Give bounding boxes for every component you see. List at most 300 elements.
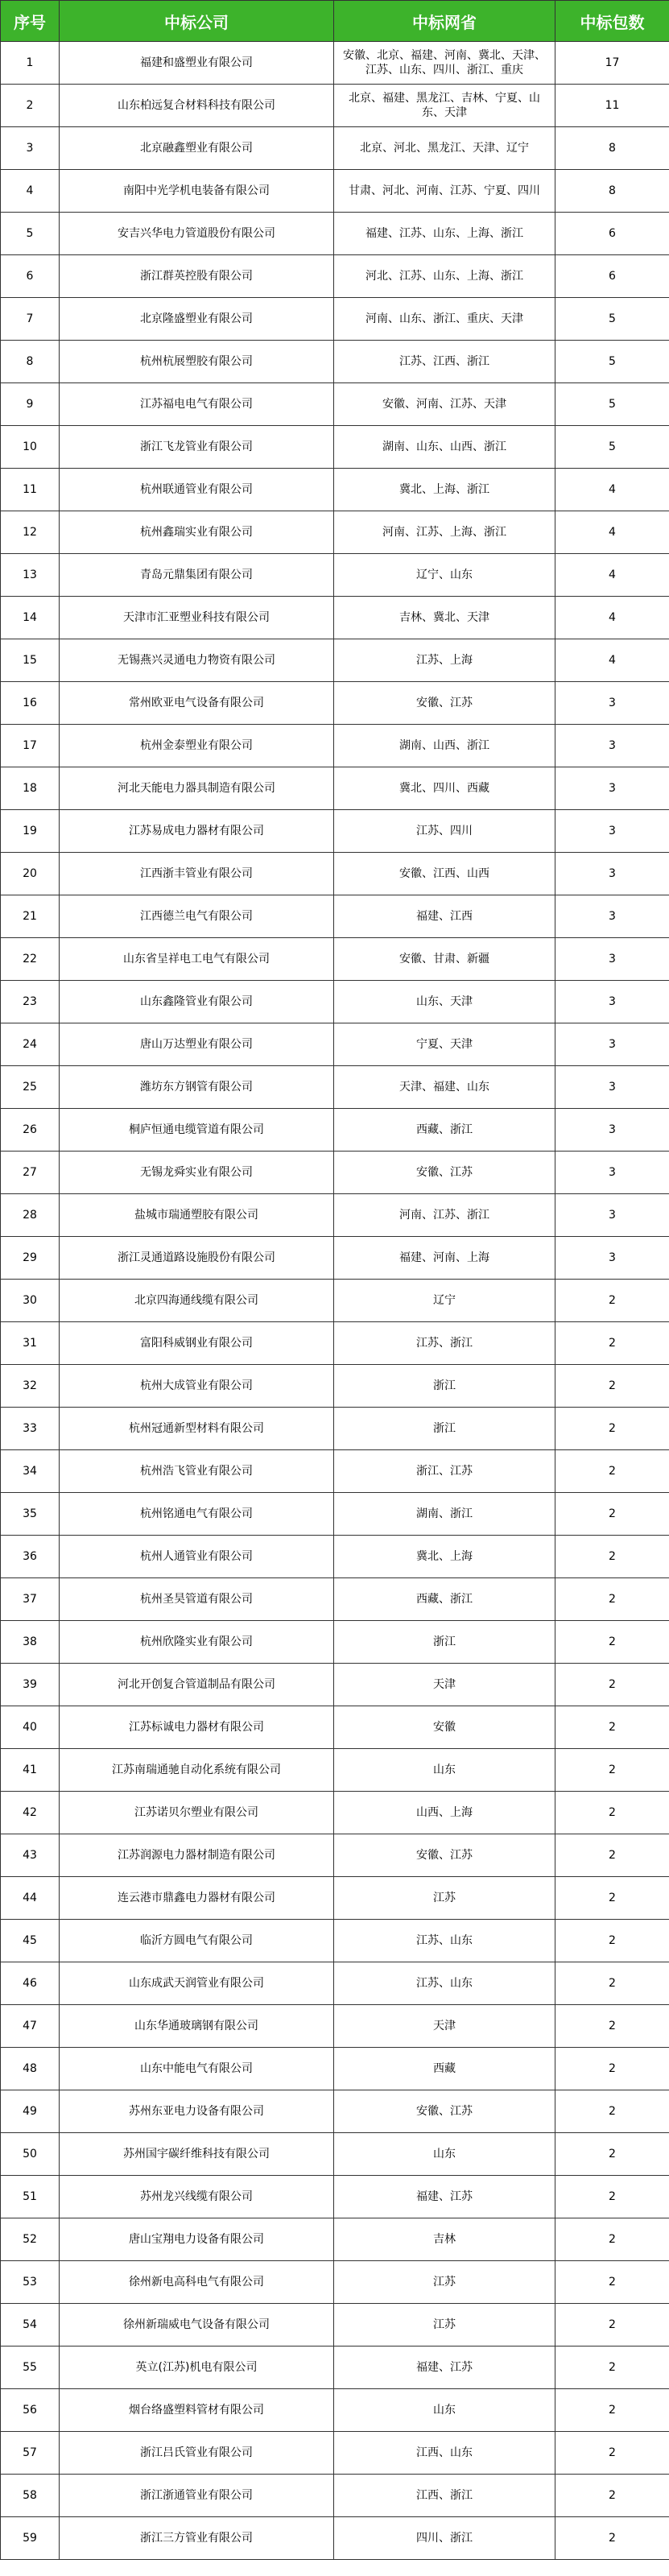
table-row [1,1834,669,1877]
company-cell: 北京融鑫塑业有限公司 [60,127,334,170]
table-row [1,1023,669,1066]
company-cell: 杭州人通管业有限公司 [60,1536,334,1578]
province-cell: 安徽、江西、山西 [334,853,555,895]
company-cell: 唐山万达塑业有限公司 [60,1023,334,1066]
table-row [1,2133,669,2176]
packages-cell: 2 [555,1706,669,1749]
company-cell: 徐州新电高科电气有限公司 [60,2261,334,2304]
province-cell: 安徽、江苏 [334,682,555,725]
seq-cell: 4 [1,170,60,213]
company-cell: 安吉兴华电力管道股份有限公司 [60,213,334,255]
company-cell: 英立(江苏)机电有限公司 [60,2347,334,2389]
table-row [1,85,669,127]
province-cell: 江苏 [334,2304,555,2347]
table-row [1,1578,669,1621]
seq-cell: 58 [1,2475,60,2517]
province-cell: 江苏、上海 [334,639,555,682]
packages-cell: 2 [555,1749,669,1792]
seq-cell: 32 [1,1365,60,1408]
packages-cell: 4 [555,511,669,554]
seq-cell: 29 [1,1237,60,1280]
seq-cell: 28 [1,1194,60,1237]
company-cell: 山东中能电气有限公司 [60,2048,334,2090]
company-cell: 杭州欣隆实业有限公司 [60,1621,334,1664]
packages-cell: 2 [555,2475,669,2517]
province-cell: 福建、河南、上海 [334,1237,555,1280]
packages-cell: 3 [555,1109,669,1152]
seq-cell: 48 [1,2048,60,2090]
province-cell: 安徽、北京、福建、河南、冀北、天津、江苏、山东、四川、浙江、重庆 [334,42,555,85]
seq-cell: 36 [1,1536,60,1578]
seq-cell: 16 [1,682,60,725]
province-cell: 河南、江苏、浙江 [334,1194,555,1237]
packages-cell: 2 [555,1962,669,2005]
seq-cell: 14 [1,597,60,639]
table-row [1,2389,669,2432]
province-cell: 冀北、四川、西藏 [334,767,555,810]
table-row [1,981,669,1023]
company-cell: 杭州杭展塑胶有限公司 [60,341,334,383]
packages-cell: 2 [555,2090,669,2133]
seq-cell: 51 [1,2176,60,2218]
province-cell: 浙江、江苏 [334,1450,555,1493]
company-cell: 杭州圣昊管道有限公司 [60,1578,334,1621]
table-row [1,2090,669,2133]
company-cell: 杭州联通管业有限公司 [60,469,334,511]
table-row [1,2005,669,2048]
province-cell: 冀北、上海、浙江 [334,469,555,511]
seq-cell: 33 [1,1408,60,1450]
province-cell: 浙江 [334,1365,555,1408]
table-row [1,2475,669,2517]
table-row [1,2261,669,2304]
province-cell: 江苏、山东 [334,1920,555,1962]
packages-cell: 4 [555,639,669,682]
province-cell: 浙江 [334,1621,555,1664]
table-row [1,2304,669,2347]
packages-cell: 2 [555,1322,669,1365]
table-row [1,2432,669,2475]
company-cell: 常州欧亚电气设备有限公司 [60,682,334,725]
province-cell: 河南、山东、浙江、重庆、天津 [334,298,555,341]
province-cell: 江西、山东 [334,2432,555,2475]
table-row [1,810,669,853]
province-cell: 辽宁 [334,1280,555,1322]
table-row [1,426,669,469]
seq-cell: 53 [1,2261,60,2304]
packages-cell: 6 [555,213,669,255]
packages-cell: 2 [555,1664,669,1706]
company-cell: 江苏易成电力器材有限公司 [60,810,334,853]
seq-cell: 30 [1,1280,60,1322]
table-row [1,383,669,426]
table-row [1,1109,669,1152]
company-cell: 唐山宝翔电力设备有限公司 [60,2218,334,2261]
province-cell: 辽宁、山东 [334,554,555,597]
seq-cell: 59 [1,2517,60,2560]
province-cell: 甘肃、河北、河南、江苏、宁夏、四川 [334,170,555,213]
table-row [1,1962,669,2005]
packages-cell: 2 [555,1536,669,1578]
seq-cell: 3 [1,127,60,170]
packages-cell: 3 [555,1152,669,1194]
seq-cell: 49 [1,2090,60,2133]
province-cell: 福建、江西 [334,895,555,938]
packages-cell: 4 [555,597,669,639]
company-cell: 河北天能电力器具制造有限公司 [60,767,334,810]
seq-cell: 13 [1,554,60,597]
table-row [1,1621,669,1664]
company-cell: 浙江浙通管业有限公司 [60,2475,334,2517]
company-cell: 山东鑫隆管业有限公司 [60,981,334,1023]
company-cell: 浙江三方管业有限公司 [60,2517,334,2560]
company-cell: 山东柏远复合材料科技有限公司 [60,85,334,127]
province-cell: 江苏、四川 [334,810,555,853]
packages-cell: 3 [555,1023,669,1066]
seq-cell: 8 [1,341,60,383]
province-cell: 北京、河北、黑龙江、天津、辽宁 [334,127,555,170]
province-cell: 西藏、浙江 [334,1578,555,1621]
province-cell: 山东、天津 [334,981,555,1023]
company-cell: 徐州新瑞威电气设备有限公司 [60,2304,334,2347]
province-cell: 天津 [334,2005,555,2048]
packages-cell: 5 [555,298,669,341]
company-cell: 浙江灵通道路设施股份有限公司 [60,1237,334,1280]
table-row [1,1152,669,1194]
province-cell: 江苏 [334,1877,555,1920]
company-cell: 杭州鑫瑞实业有限公司 [60,511,334,554]
seq-cell: 55 [1,2347,60,2389]
company-cell: 浙江群英控股有限公司 [60,255,334,298]
packages-cell: 2 [555,1621,669,1664]
table-row [1,1749,669,1792]
seq-cell: 40 [1,1706,60,1749]
company-cell: 无锡龙舜实业有限公司 [60,1152,334,1194]
seq-cell: 43 [1,1834,60,1877]
table-body [1,42,669,2560]
packages-cell: 3 [555,981,669,1023]
packages-cell: 2 [555,2304,669,2347]
packages-cell: 3 [555,1237,669,1280]
province-cell: 西藏 [334,2048,555,2090]
seq-cell: 31 [1,1322,60,1365]
province-cell: 湖南、浙江 [334,1493,555,1536]
seq-cell: 42 [1,1792,60,1834]
seq-cell: 52 [1,2218,60,2261]
seq-cell: 24 [1,1023,60,1066]
province-cell: 安徽、江苏 [334,1834,555,1877]
company-cell: 临沂方圆电气有限公司 [60,1920,334,1962]
company-cell: 山东成武天润管业有限公司 [60,1962,334,2005]
province-cell: 吉林、冀北、天津 [334,597,555,639]
seq-cell: 18 [1,767,60,810]
seq-cell: 12 [1,511,60,554]
company-cell: 浙江吕氏管业有限公司 [60,2432,334,2475]
province-cell: 江西、浙江 [334,2475,555,2517]
packages-cell: 2 [555,2048,669,2090]
packages-cell: 2 [555,1578,669,1621]
company-cell: 江西德兰电气有限公司 [60,895,334,938]
province-cell: 天津 [334,1664,555,1706]
company-cell: 苏州国宇碳纤维科技有限公司 [60,2133,334,2176]
seq-cell: 27 [1,1152,60,1194]
province-cell: 宁夏、天津 [334,1023,555,1066]
province-cell: 江苏、山东 [334,1962,555,2005]
table-row [1,853,669,895]
seq-cell: 37 [1,1578,60,1621]
table-row [1,1920,669,1962]
packages-cell: 5 [555,383,669,426]
table-row [1,1664,669,1706]
table-row [1,2176,669,2218]
table-row [1,1365,669,1408]
packages-cell: 3 [555,938,669,981]
province-cell: 福建、江苏 [334,2176,555,2218]
table-row [1,725,669,767]
packages-cell: 6 [555,255,669,298]
table-row [1,42,669,85]
seq-cell: 21 [1,895,60,938]
province-cell: 浙江 [334,1408,555,1450]
seq-cell: 2 [1,85,60,127]
packages-cell: 11 [555,85,669,127]
header-province: 中标网省 [334,1,555,42]
packages-cell: 2 [555,2347,669,2389]
table-row [1,1408,669,1450]
seq-cell: 6 [1,255,60,298]
seq-cell: 22 [1,938,60,981]
seq-cell: 19 [1,810,60,853]
table-row [1,1536,669,1578]
province-cell: 河北、江苏、山东、上海、浙江 [334,255,555,298]
seq-cell: 20 [1,853,60,895]
company-cell: 无锡燕兴灵通电力物资有限公司 [60,639,334,682]
company-cell: 苏州东亚电力设备有限公司 [60,2090,334,2133]
table-row [1,1706,669,1749]
packages-cell: 3 [555,810,669,853]
seq-cell: 5 [1,213,60,255]
table-row [1,213,669,255]
table-row [1,682,669,725]
province-cell: 山西、上海 [334,1792,555,1834]
header-company: 中标公司 [60,1,334,42]
table-header [1,1,669,42]
packages-cell: 8 [555,170,669,213]
packages-cell: 17 [555,42,669,85]
packages-cell: 4 [555,469,669,511]
company-cell: 江苏润源电力器材制造有限公司 [60,1834,334,1877]
table-row [1,938,669,981]
seq-cell: 45 [1,1920,60,1962]
table-row [1,170,669,213]
company-cell: 杭州冠通新型材料有限公司 [60,1408,334,1450]
table-row [1,1792,669,1834]
company-cell: 江苏福电电气有限公司 [60,383,334,426]
seq-cell: 46 [1,1962,60,2005]
packages-cell: 3 [555,725,669,767]
company-cell: 南阳中光学机电装备有限公司 [60,170,334,213]
packages-cell: 2 [555,1834,669,1877]
company-cell: 富阳科威钢业有限公司 [60,1322,334,1365]
packages-cell: 2 [555,1493,669,1536]
company-cell: 江苏标诚电力器材有限公司 [60,1706,334,1749]
packages-cell: 2 [555,2432,669,2475]
table-row [1,469,669,511]
company-cell: 青岛元鼎集团有限公司 [60,554,334,597]
packages-cell: 3 [555,682,669,725]
packages-cell: 2 [555,2389,669,2432]
table-row [1,1322,669,1365]
province-cell: 河南、江苏、上海、浙江 [334,511,555,554]
packages-cell: 2 [555,1920,669,1962]
province-cell: 天津、福建、山东 [334,1066,555,1109]
table-row [1,1066,669,1109]
province-cell: 湖南、山西、浙江 [334,725,555,767]
province-cell: 北京、福建、黑龙江、吉林、宁夏、山东、天津 [334,85,555,127]
seq-cell: 10 [1,426,60,469]
company-cell: 盐城市瑞通塑胶有限公司 [60,1194,334,1237]
table-row [1,554,669,597]
table-row [1,511,669,554]
table-row [1,127,669,170]
seq-cell: 41 [1,1749,60,1792]
province-cell: 安徽、江苏 [334,2090,555,2133]
table-row [1,597,669,639]
province-cell: 四川、浙江 [334,2517,555,2560]
table-row [1,1237,669,1280]
packages-cell: 8 [555,127,669,170]
company-cell: 江苏南瑞通驰自动化系统有限公司 [60,1749,334,1792]
packages-cell: 5 [555,426,669,469]
table-row [1,2517,669,2560]
packages-cell: 5 [555,341,669,383]
company-cell: 杭州浩飞管业有限公司 [60,1450,334,1493]
seq-cell: 57 [1,2432,60,2475]
company-cell: 杭州金泰塑业有限公司 [60,725,334,767]
province-cell: 湖南、山东、山西、浙江 [334,426,555,469]
seq-cell: 34 [1,1450,60,1493]
province-cell: 冀北、上海 [334,1536,555,1578]
seq-cell: 26 [1,1109,60,1152]
packages-cell: 3 [555,1066,669,1109]
company-cell: 江苏诺贝尔塑业有限公司 [60,1792,334,1834]
company-cell: 河北开创复合管道制品有限公司 [60,1664,334,1706]
packages-cell: 2 [555,2517,669,2560]
seq-cell: 25 [1,1066,60,1109]
province-cell: 吉林 [334,2218,555,2261]
packages-cell: 3 [555,1194,669,1237]
packages-cell: 2 [555,1365,669,1408]
packages-cell: 2 [555,2176,669,2218]
company-cell: 杭州大成管业有限公司 [60,1365,334,1408]
company-cell: 浙江飞龙管业有限公司 [60,426,334,469]
seq-cell: 44 [1,1877,60,1920]
seq-cell: 17 [1,725,60,767]
packages-cell: 2 [555,2218,669,2261]
seq-cell: 35 [1,1493,60,1536]
packages-cell: 2 [555,2005,669,2048]
table-row [1,1194,669,1237]
seq-cell: 50 [1,2133,60,2176]
seq-cell: 47 [1,2005,60,2048]
table-row [1,1280,669,1322]
province-cell: 山东 [334,1749,555,1792]
company-cell: 福建和盛塑业有限公司 [60,42,334,85]
table-row [1,1877,669,1920]
province-cell: 福建、江苏 [334,2347,555,2389]
company-cell: 江西浙丰管业有限公司 [60,853,334,895]
seq-cell: 38 [1,1621,60,1664]
header-row [1,1,669,42]
company-cell: 北京隆盛塑业有限公司 [60,298,334,341]
packages-cell: 2 [555,1450,669,1493]
table-row [1,639,669,682]
province-cell: 福建、江苏、山东、上海、浙江 [334,213,555,255]
province-cell: 安徽、河南、江苏、天津 [334,383,555,426]
seq-cell: 54 [1,2304,60,2347]
seq-cell: 39 [1,1664,60,1706]
packages-cell: 4 [555,554,669,597]
header-packages: 中标包数 [555,1,669,42]
packages-cell: 2 [555,2261,669,2304]
packages-cell: 3 [555,767,669,810]
header-seq: 序号 [1,1,60,42]
company-cell: 杭州铭通电气有限公司 [60,1493,334,1536]
seq-cell: 23 [1,981,60,1023]
province-cell: 西藏、浙江 [334,1109,555,1152]
province-cell: 安徽 [334,1706,555,1749]
packages-cell: 3 [555,853,669,895]
packages-cell: 2 [555,1280,669,1322]
province-cell: 安徽、江苏 [334,1152,555,1194]
company-cell: 北京四海通线缆有限公司 [60,1280,334,1322]
table-row [1,1450,669,1493]
packages-cell: 3 [555,895,669,938]
company-cell: 潍坊东方钢管有限公司 [60,1066,334,1109]
province-cell: 江苏、浙江 [334,1322,555,1365]
company-cell: 连云港市鼎鑫电力器材有限公司 [60,1877,334,1920]
packages-cell: 2 [555,1877,669,1920]
table-row [1,255,669,298]
table-row [1,298,669,341]
packages-cell: 2 [555,2133,669,2176]
province-cell: 江苏 [334,2261,555,2304]
table-row [1,341,669,383]
packages-cell: 2 [555,1408,669,1450]
company-cell: 山东华通玻璃钢有限公司 [60,2005,334,2048]
province-cell: 山东 [334,2389,555,2432]
province-cell: 山东 [334,2133,555,2176]
packages-cell: 2 [555,1792,669,1834]
table-row [1,2347,669,2389]
province-cell: 安徽、甘肃、新疆 [334,938,555,981]
table-row [1,2048,669,2090]
company-cell: 苏州龙兴线缆有限公司 [60,2176,334,2218]
seq-cell: 7 [1,298,60,341]
seq-cell: 11 [1,469,60,511]
company-cell: 天津市汇亚塑业科技有限公司 [60,597,334,639]
province-cell: 江苏、江西、浙江 [334,341,555,383]
table-row [1,2218,669,2261]
seq-cell: 15 [1,639,60,682]
table-row [1,767,669,810]
table-row [1,1493,669,1536]
seq-cell: 1 [1,42,60,85]
table-row [1,895,669,938]
company-cell: 桐庐恒通电缆管道有限公司 [60,1109,334,1152]
company-cell: 烟台络盛塑料管材有限公司 [60,2389,334,2432]
seq-cell: 56 [1,2389,60,2432]
